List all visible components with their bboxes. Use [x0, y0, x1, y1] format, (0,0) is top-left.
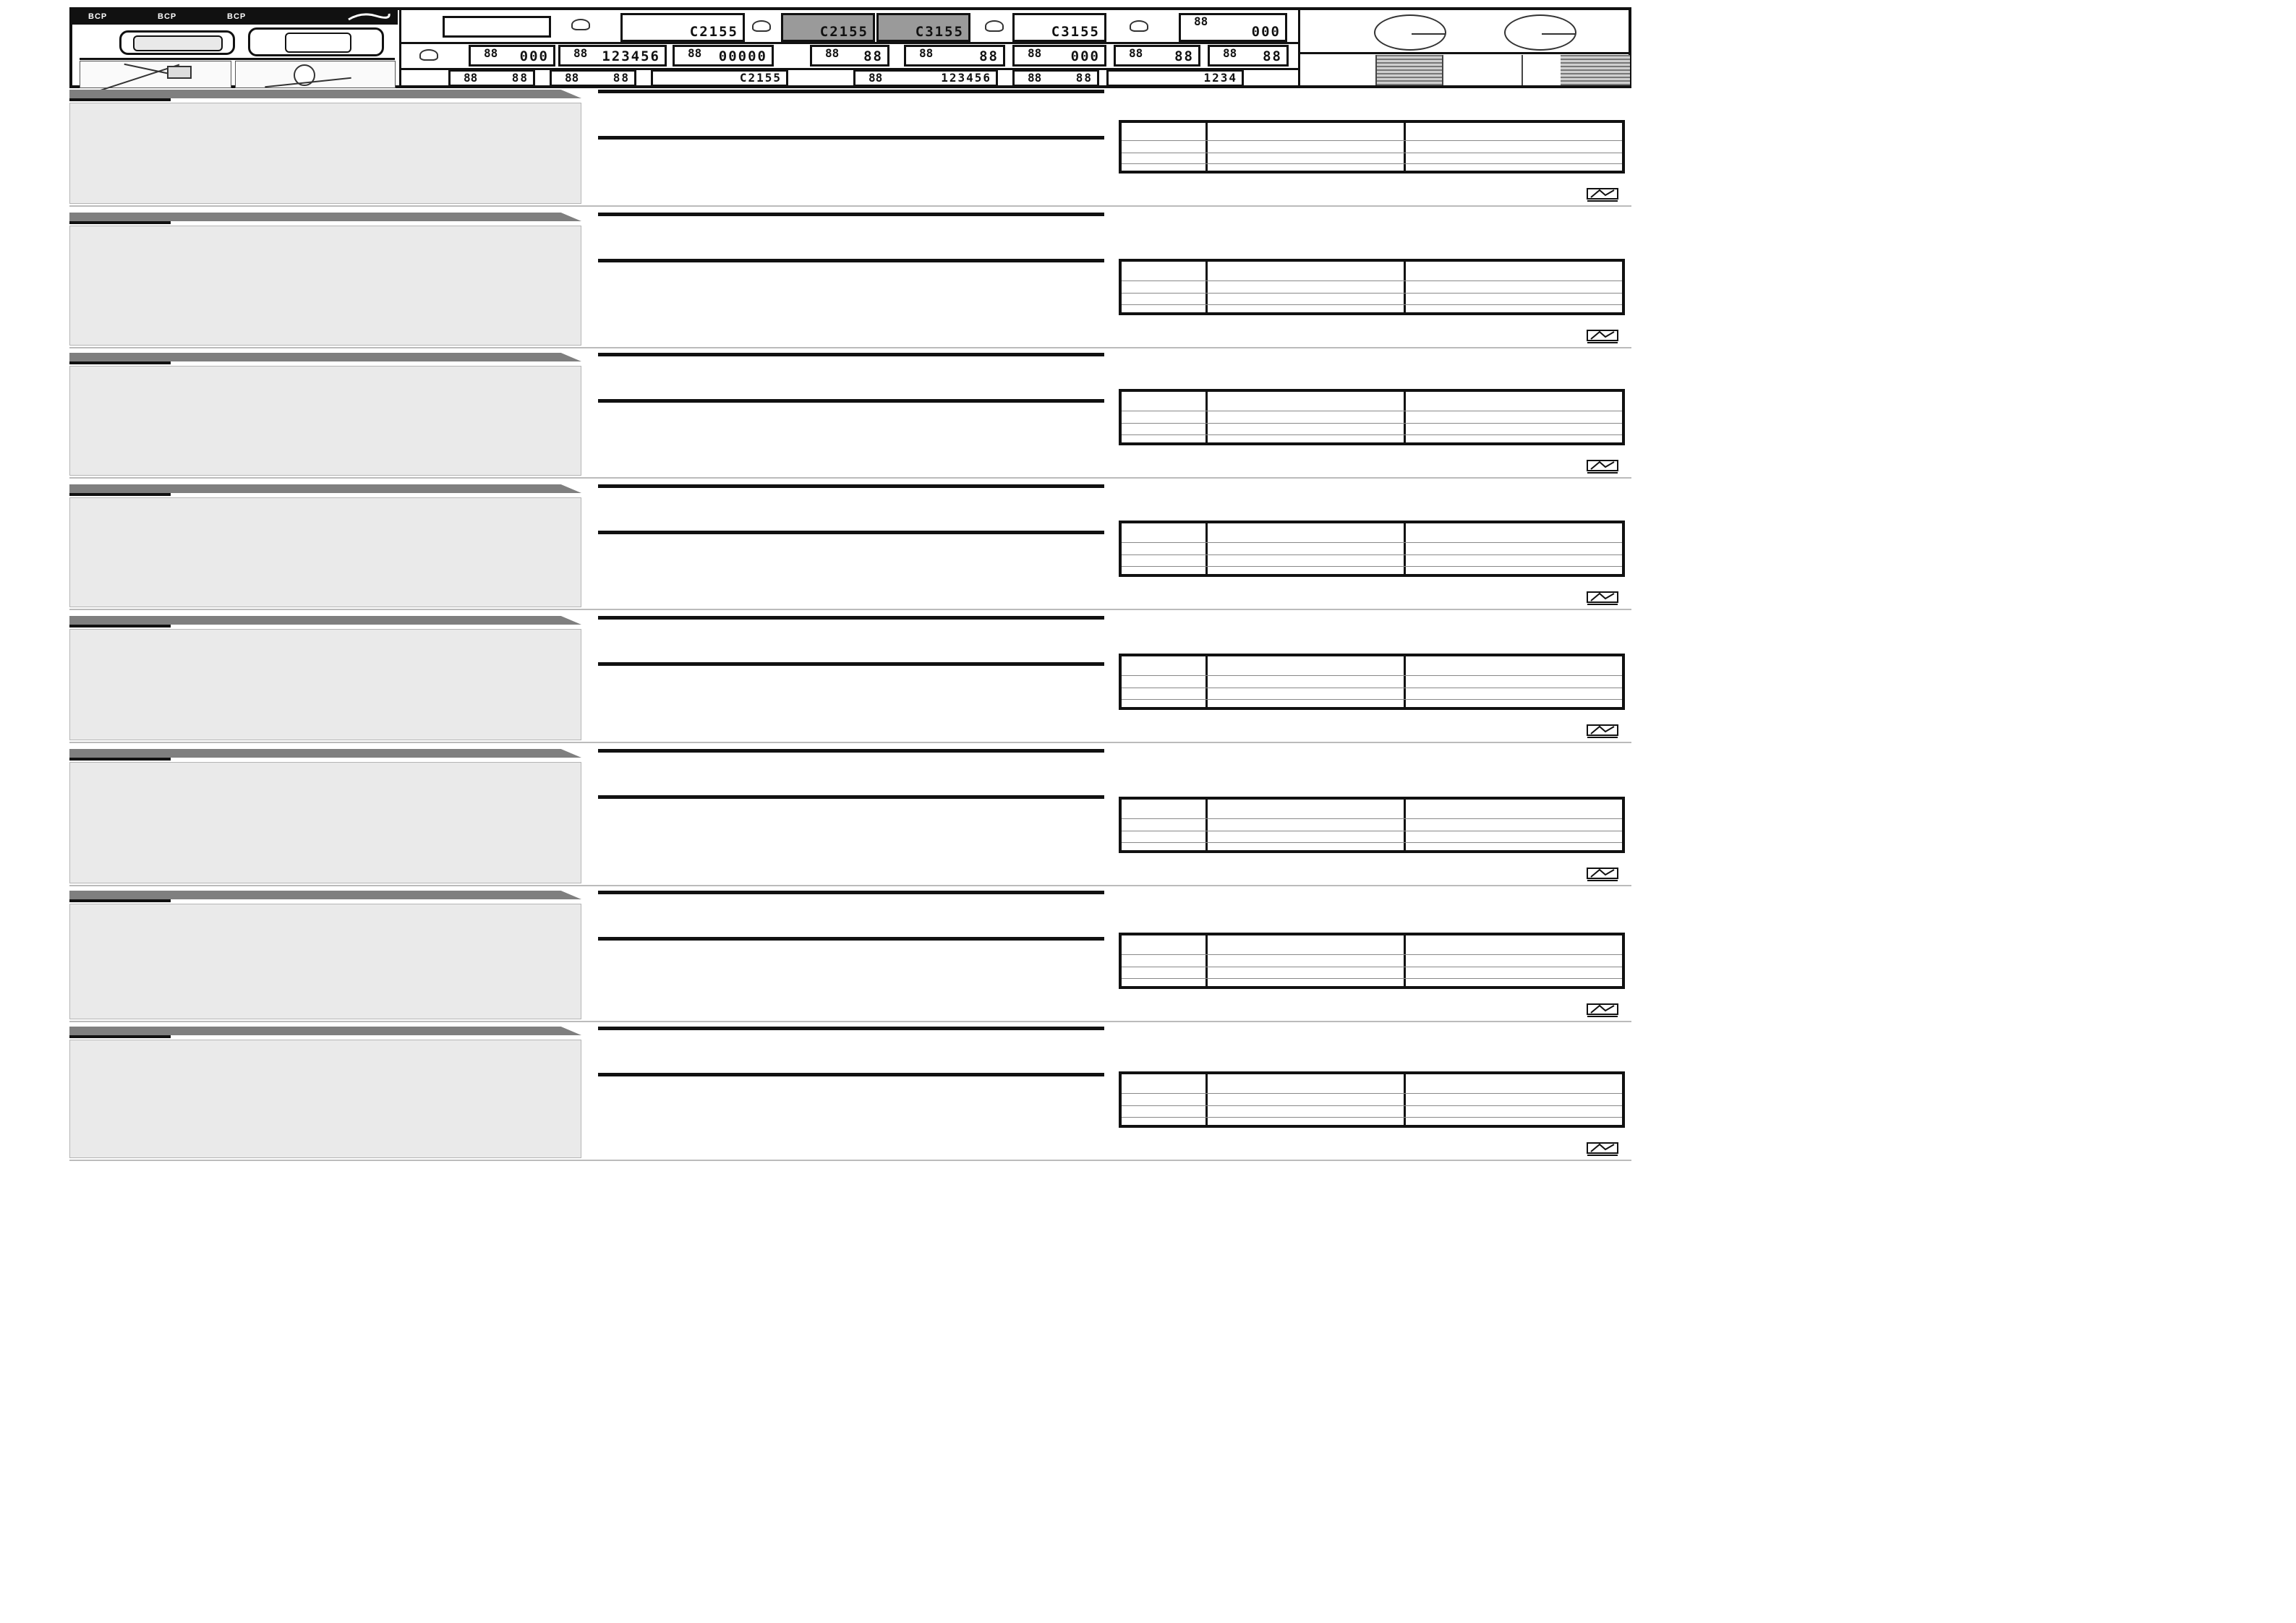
lcd-readout: 88 88	[904, 45, 1005, 67]
lcd-readout: 88 123456	[558, 45, 667, 67]
lcd-readout: 88 88	[448, 69, 535, 87]
text-rule	[598, 891, 1104, 894]
instruction-panel	[69, 497, 581, 607]
section-tab	[69, 353, 581, 361]
rider-icon	[752, 20, 771, 32]
rider-icon	[985, 20, 1004, 32]
section-title-bar	[69, 1035, 171, 1038]
text-rule	[598, 937, 1104, 941]
data-table	[1119, 389, 1625, 445]
data-table	[1119, 933, 1625, 989]
lcd-readout: 88 88	[1012, 69, 1099, 87]
language-section	[67, 749, 1636, 888]
product-logo-icon	[1585, 458, 1620, 474]
table-row-rule	[1122, 554, 1622, 555]
section-title-bar	[69, 361, 171, 364]
table-row-rule	[1122, 675, 1622, 676]
text-rule	[598, 213, 1104, 216]
wheel-icon	[1374, 14, 1446, 51]
lcd-readout: 1234	[1106, 69, 1244, 87]
text-rule	[598, 259, 1104, 262]
brand-logo-icon	[347, 12, 391, 22]
lcd-readout: C3155	[1012, 13, 1106, 42]
text-rule	[598, 399, 1104, 403]
section-tab	[69, 484, 581, 493]
table-row-rule	[1122, 163, 1622, 164]
instruction-panel	[69, 904, 581, 1019]
section-divider	[69, 347, 1631, 348]
text-rule	[598, 616, 1104, 620]
section-divider	[69, 1160, 1631, 1161]
table-row-rule	[1122, 954, 1622, 955]
data-table	[1119, 521, 1625, 577]
section-tab	[69, 1027, 581, 1035]
data-table	[1119, 654, 1625, 710]
section-tab	[69, 749, 581, 758]
table-row-rule	[1122, 699, 1622, 700]
wheel-icon	[1504, 14, 1576, 51]
clock-icon	[419, 49, 438, 61]
lcd-readout: 88 88	[1208, 45, 1289, 67]
text-rule	[598, 795, 1104, 799]
table-row-rule	[1122, 140, 1622, 141]
product-logo-icon	[1585, 866, 1620, 882]
rider-icon	[571, 19, 590, 30]
brand-label: BCP	[88, 12, 108, 21]
product-logo-icon	[1585, 187, 1620, 202]
lcd-readout: 88 88	[550, 69, 636, 87]
lcd-readout: 88 88	[1114, 45, 1200, 67]
text-rule	[598, 1073, 1104, 1076]
text-rule	[598, 531, 1104, 534]
brand-bar	[72, 10, 398, 25]
table-row-rule	[1122, 423, 1622, 424]
device-side-drawing	[248, 27, 384, 56]
data-table	[1119, 1071, 1625, 1128]
instruction-panel	[69, 366, 581, 476]
text-rule	[598, 749, 1104, 753]
lcd-readout: C2155	[620, 13, 745, 42]
header-strip	[69, 7, 1631, 88]
divider	[80, 58, 395, 60]
table-row-rule	[1122, 434, 1622, 435]
text-rule	[598, 484, 1104, 488]
table-row-rule	[1122, 293, 1622, 294]
product-logo-icon	[1585, 1141, 1620, 1157]
device-mount	[285, 33, 351, 53]
section-title-bar	[69, 758, 171, 761]
section-tab	[69, 90, 581, 98]
device-front-drawing	[119, 30, 235, 55]
lcd-readout: 88 00000	[673, 45, 774, 67]
section-title-bar	[69, 98, 171, 101]
instruction-panel	[69, 629, 581, 740]
product-logo-icon	[1585, 590, 1620, 606]
table-row-rule	[1122, 1117, 1622, 1118]
table-row-rule	[1122, 304, 1622, 305]
section-divider	[69, 742, 1631, 743]
product-logo-icon	[1585, 1002, 1620, 1018]
rider-icon	[1130, 20, 1148, 32]
instruction-panel	[69, 103, 581, 204]
language-section	[67, 90, 1636, 208]
lcd-readout: C2155	[781, 13, 875, 42]
section-title-bar	[69, 493, 171, 496]
table-row-rule	[1122, 842, 1622, 843]
instruction-panel	[69, 226, 581, 346]
lcd-readout: 88 000	[469, 45, 555, 67]
lcd-readout: 88 88	[810, 45, 889, 67]
section-title-bar	[69, 625, 171, 628]
language-section	[67, 616, 1636, 745]
product-logo-icon	[1585, 328, 1620, 344]
table-row-rule	[1122, 566, 1622, 567]
language-section	[67, 484, 1636, 612]
data-table	[1119, 259, 1625, 315]
table-row-rule	[1122, 1105, 1622, 1106]
section-tab	[69, 891, 581, 899]
table-row-rule	[1122, 542, 1622, 543]
brand-label: BCP	[227, 12, 247, 21]
text-rule	[598, 1027, 1104, 1030]
section-title-bar	[69, 221, 171, 224]
data-table	[1119, 797, 1625, 853]
section-divider	[69, 1021, 1631, 1022]
text-rule	[598, 90, 1104, 93]
language-section	[67, 353, 1636, 480]
table-row-rule	[1122, 818, 1622, 819]
instruction-panel	[69, 762, 581, 883]
lcd-readout: C3155	[876, 13, 970, 42]
text-rule	[598, 353, 1104, 356]
table-row-rule	[1122, 1093, 1622, 1094]
device-screen	[133, 35, 223, 51]
section-divider	[69, 477, 1631, 479]
lcd-readout: 88 123456	[853, 69, 998, 87]
sensor-drawing	[235, 61, 396, 88]
table-row-rule	[1122, 978, 1622, 979]
blank-display	[443, 16, 551, 38]
data-table	[1119, 120, 1625, 174]
product-logo-icon	[1585, 723, 1620, 739]
section-title-bar	[69, 899, 171, 902]
wheel-size-table	[1300, 55, 1631, 85]
text-rule	[598, 662, 1104, 666]
section-divider	[69, 205, 1631, 207]
brand-label: BCP	[158, 12, 177, 21]
language-section	[67, 213, 1636, 350]
lcd-readout: C2155	[651, 69, 788, 87]
text-rule	[598, 136, 1104, 140]
language-section	[67, 891, 1636, 1024]
language-section	[67, 1027, 1636, 1162]
section-tab	[69, 213, 581, 221]
installation-drawing	[80, 61, 231, 88]
section-divider	[69, 885, 1631, 886]
instruction-panel	[69, 1040, 581, 1158]
section-divider	[69, 609, 1631, 610]
lcd-readout: 88 000	[1179, 13, 1287, 42]
section-tab	[69, 616, 581, 625]
lcd-readout: 88 000	[1012, 45, 1106, 67]
